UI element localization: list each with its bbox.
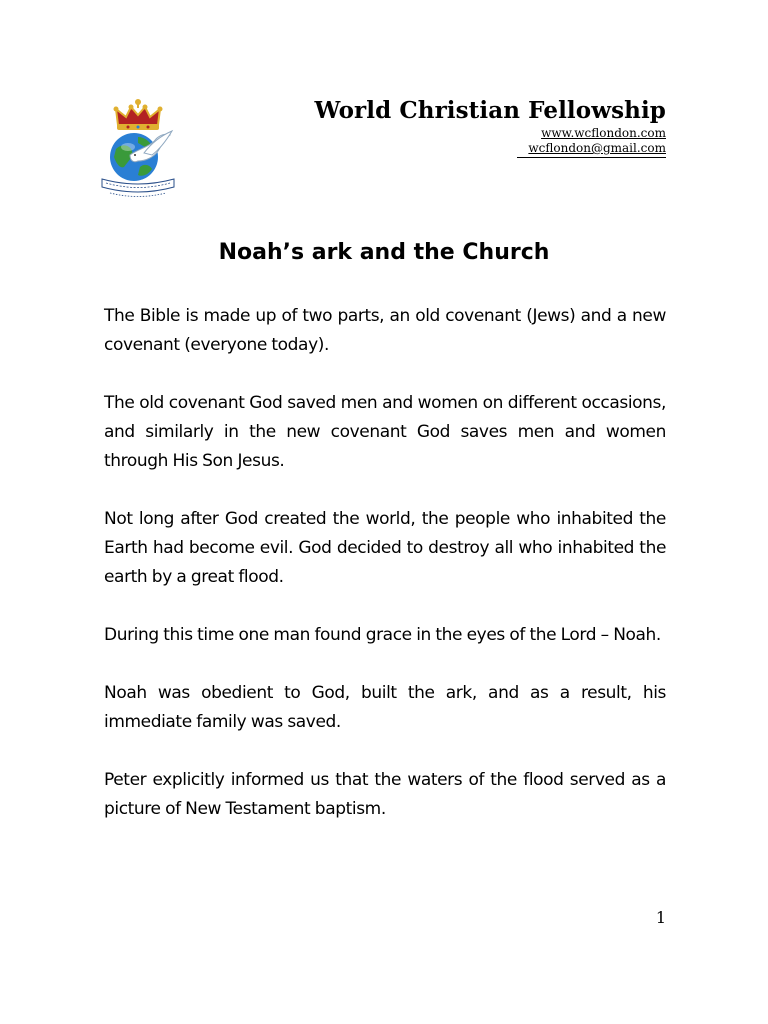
- document-body: [104, 302, 666, 853]
- paragraph: Not long after God created the world, the people who inhabited the Earth had become evil. God decided to destroy all who inhabited the earth by a great flood.: [104, 509, 666, 587]
- crown-icon: [114, 99, 163, 130]
- org-name: World Christian Fellowship: [314, 97, 666, 124]
- email-link[interactable]: wcflondon@gmail.com: [528, 141, 666, 155]
- paragraph: Peter explicitly informed us that the waters of the flood served as a picture of New Testament baptism.: [104, 770, 666, 819]
- document-title: Noah’s ark and the Church: [218, 240, 550, 265]
- page-number: 1: [655, 908, 666, 927]
- paragraph: The old covenant God saved men and women on different occasions, and similarly in the new covenant God saves men and women through His Son Jesus.: [104, 393, 666, 471]
- header-divider: [517, 157, 666, 158]
- website-link[interactable]: www.wcflondon.com: [541, 126, 666, 140]
- crest-logo-icon: [100, 97, 176, 201]
- ribbon-icon: [102, 179, 174, 197]
- paragraph: During this time one man found grace in the eyes of the Lord – Noah.: [104, 625, 661, 645]
- paragraph: The Bible is made up of two parts, an old covenant (Jews) and a new covenant (everyone today).: [104, 306, 666, 355]
- paragraph: Noah was obedient to God, built the ark, and as a result, his immediate family was saved.: [104, 683, 666, 732]
- org-header: [315, 96, 666, 156]
